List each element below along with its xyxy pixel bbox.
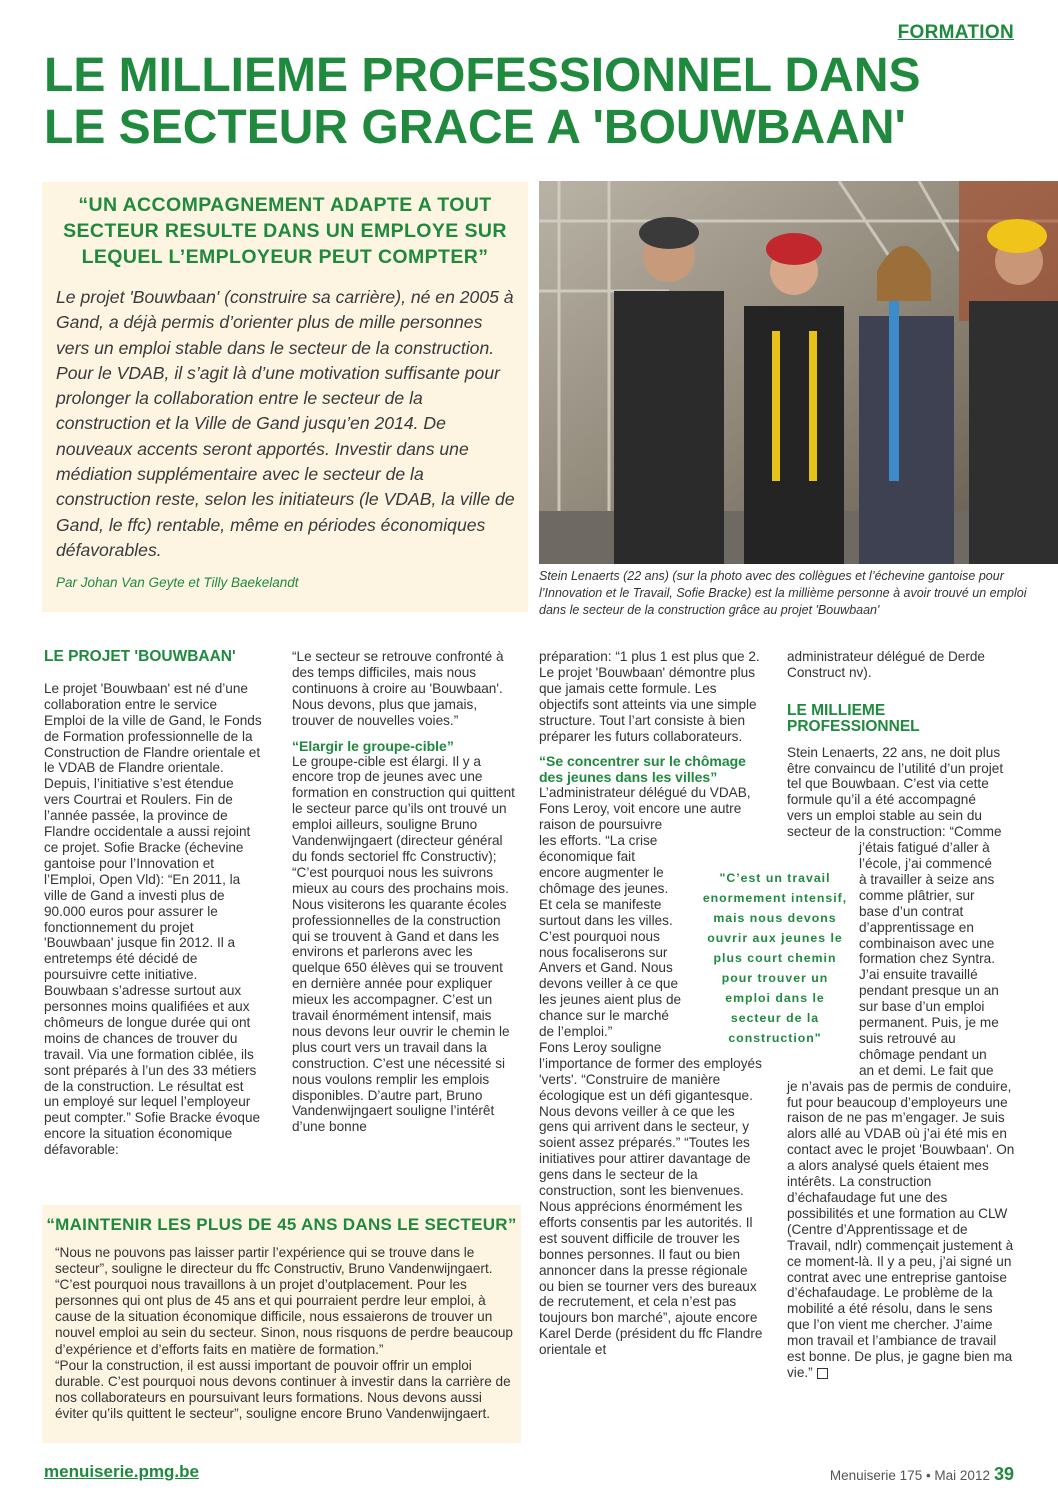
text-line: pendant presque un an	[859, 983, 999, 999]
text-line: combinaison avec une	[859, 935, 995, 951]
col4-paragraph-1: administrateur délégué de Derde Construct nv).	[787, 649, 985, 680]
text-line: secteur de la construction: “Comme	[787, 824, 1002, 840]
text-line: Anvers et Gand. Nous	[539, 960, 673, 976]
text-line: J’ai ensuite travaillé	[859, 967, 978, 983]
text-line: être convaincu de l’utilité d’un projet	[787, 760, 1004, 776]
group-photo	[539, 181, 1058, 564]
text-line: vers un emploi stable au sein du	[787, 808, 982, 824]
text-line: L’administrateur délégué du VDAB,	[539, 785, 751, 801]
footer-issue-text: Menuiserie 175 • Mai 2012	[829, 1468, 990, 1483]
byline: Par Johan Van Geyte et Tilly Baekelandt	[56, 575, 299, 590]
text-line: d’apprentissage en	[859, 919, 974, 935]
text-line: chômage pendant un	[859, 1046, 987, 1062]
col3-paragraph-3: l’importance de former des employés 'verts'. “Construire de manière écologique est un défi gigantesque. Nous devons veiller à ce que les gens qui arrivent dans le secteur, y soient assez préparés.” “Toutes les initiatives pour attirer davantage de gens dans le secteur de la construction, sont les bienvenues. Nous apprécions énormément les efforts consentis par les autorités. Il est souvent difficile de trouver les bonnes personnes. Il faut ou bien annoncer dans la presse régionale ou bien se tourner vers des bureaux de recrutement, et cela n’est pas toujours bon marché”, ajoute encore Karel Derde (président du ffc Flandre orientale et	[539, 1055, 763, 1358]
text-line: surtout dans les villes.	[539, 912, 673, 928]
text-line: chômage des jeunes.	[539, 880, 669, 896]
text-line: j’étais fatigué d’aller à	[859, 840, 990, 856]
sidebar-box-paragraph-1: “Nous ne pouvons pas laisser partir l’expérience qui se trouve dans le secteur”, souligne le directeur du ffc Constructiv, Bruno Vandenwijngaert. “C’est pourquoi nous travaillons à un projet d’outplacement. Pour les personnes qui ont plus de 45 ans et qui pourraient perdre leur emploi, à cause de la situation économique difficile, nous essaierons de trouver un nouvel emploi au sein du secteur. Sinon, nous risquons de perdre beaucoup d’expérience et d’efforts faits en matière de formation.”	[55, 1245, 513, 1357]
text-line: formation chez Syntra.	[859, 951, 995, 967]
text-line: comme plâtrier, sur	[859, 887, 975, 903]
text-line: Fons Leroy, voit encore une autre	[539, 801, 742, 817]
text-line: nous focaliserons sur	[539, 944, 668, 960]
text-line: suis retrouvé au	[859, 1030, 956, 1046]
text-line: permanent. Puis, je me	[859, 1015, 999, 1031]
column-4	[787, 649, 1015, 1381]
text-line: Et cela se manifeste	[539, 896, 662, 912]
text-line: base d’un contrat	[859, 903, 964, 919]
sidebar-box-paragraph-2: “Pour la construction, il est aussi important de pouvoir offrir un emploi durable. C’est pourquoi nous devons continuer à investir dans la carrière de nos collaborateurs en poursuivant leurs formations. Nous devons aussi éviter qu’ils quittent le secteur”, souligne encore Bruno Vandenwijngaert.	[55, 1357, 511, 1421]
headline-line-2: LE SECTEUR GRACE A 'BOUWBAAN'	[44, 101, 906, 154]
col4-heading: LE MILLIEME PROFESSIONNEL	[787, 701, 920, 735]
col4-paragraph-3	[787, 1079, 1015, 1381]
page-number: 39	[993, 1464, 1014, 1484]
text-line: Fons Leroy souligne	[539, 1039, 662, 1055]
col3-subhead: “Se concentrer sur le chômage des jeunes dans les villes”	[539, 753, 746, 786]
headline-line-1: LE MILLIEME PROFESSIONNEL DANS	[44, 49, 921, 102]
col3-paragraph-1: préparation: “1 plus 1 est plus que 2. Le projet 'Bouwbaan' démontre plus que jamais cette formule. Les objectifs sont atteints via une simple structure. Tout l’art consiste à bien préparer les futurs collaborateurs.	[539, 649, 760, 744]
text-line: encore augmenter le	[539, 864, 664, 880]
col2-subhead: “Elargir le groupe-cible”	[292, 737, 454, 754]
text-line: formule qu’il a été accompagné	[787, 792, 976, 808]
intro-text: Le projet 'Bouwbaan' (construire sa carrière), né en 2005 à Gand, a déjà permis d’orienter plus de mille personnes vers un emploi stable dans le secteur de la construction. Pour le VDAB, il s’agit là d’une motivation suffisante pour prolonger la collaboration entre le secteur de la construction et la Ville de Gand jusqu’en 2014. De nouveaux accents seront apportés. Investir dans une médiation supplémentaire avec le secteur de la construction reste, selon les initiateurs (le VDAB, la ville de Gand, le ffc) rentable, même en périodes économiques défavorables.	[56, 287, 515, 560]
footer-site-link[interactable]: menuiserie.pmg.be	[44, 1462, 199, 1481]
col1-text: Le projet 'Bouwbaan' est né d’une collaboration entre le service Emploi de la ville de Gand, le Fonds de Formation professionnelle de la Construction de Flandre orientale et le VDAB de Flandre orientale. Depuis, l’initiative s’est étendue vers Courtrai et Roulers. Fin de l’année passée, la province de Flandre occidentale a aussi rejoint ce projet. Sofie Bracke (échevine gantoise pour l’Innovation et l’Emploi, Open Vld): “En 2011, la ville de Gand a investi plus de 90.000 euros pour assurer le fonctionnement du projet 'Bouwbaan' jusque fin 2012. Il a entretemps été décidé de poursuivre cette initiative. Bouwbaan s’adresse surtout aux personnes moins qualifiées et aux chômeurs de longue durée qui ont moins de chances de trouver du travail. Via une formation ciblée, ils sont préparés à l’un des 33 métiers de la construction. Le résultat est un employé sur lequel l’employeur peut compter.” Sofie Bracke évoque encore la situation économique défavorable:	[44, 680, 262, 1158]
text-line: devons veiller à ce que	[539, 976, 679, 992]
text-line: Stein Lenaerts, 22 ans, ne doit plus	[787, 744, 1001, 760]
text-line: l’école, j’ai commencé	[859, 855, 992, 871]
photo-caption: Stein Lenaerts (22 ans) (sur la photo avec des collègues et l’échevine gantoise pour l’Innovation et le Travail, Sofie Bracke) est la millième personne à avoir trouvé un emploi dans le secteur de la construction grâce au projet 'Bouwbaan'	[539, 569, 1027, 617]
intro-quote: “UN ACCOMPAGNEMENT ADAPTE A TOUT SECTEUR RESULTE DANS UN EMPLOYE SUR LEQUEL L’EMPLOYEUR PEUT COMPTER”	[63, 194, 507, 268]
text-line: sur base d’un emploi	[859, 999, 985, 1015]
col4-paragraph-3-text: je n’avais pas de permis de conduire, fut pour beaucoup d’employeurs une raison de ne pas m’engager. Je suis alors allé au VDAB où j’ai été mis en contact avec le projet 'Bouwbaan'. On a alors analysé quels étaient mes intérêts. La construction d’échafaudage fut une des possibilités et une formation au CLW (Centre d’Apprentissage et de Travail, ndlr) commençait justement à ce moment-là. Il y a peu, j’ai signé un contrat avec une entreprise gantoise d’échafaudage. Le problème de la mobilité a été résolu, dans le sens que l’on vient me chercher. J’aime mon travail et l’ambiance de travail est bonne. De plus, je gagne bien ma vie.”	[787, 1078, 1015, 1380]
sidebar-box-title: “MAINTENIR LES PLUS DE 45 ANS DANS LE SECTEUR”	[46, 1215, 517, 1234]
text-line: de l’emploi.”	[539, 1024, 613, 1040]
sidebar-box-text	[55, 1245, 513, 1422]
text-line: à travailler à seize ans	[859, 871, 995, 887]
text-line: an et demi. Le fait que	[859, 1062, 994, 1078]
section-label: FORMATION	[897, 22, 1014, 43]
end-mark-icon	[817, 1368, 828, 1379]
column-1	[44, 649, 262, 1158]
text-line: chance sur le marché	[539, 1008, 669, 1024]
page-headline	[44, 50, 1024, 154]
text-line: économique fait	[539, 849, 635, 865]
text-line: les efforts. “La crise	[539, 833, 658, 849]
col1-heading: LE PROJET 'BOUWBAAN'	[44, 648, 236, 665]
column-2	[292, 649, 518, 1135]
text-line: les jeunes aient plus de	[539, 992, 682, 1008]
text-line: raison de poursuivre	[539, 817, 663, 833]
col2-paragraph-2: Le groupe-cible est élargi. Il y a encore trop de jeunes avec une formation en construction qui quittent le secteur parce qu’ils ont trouvé un emploi ailleurs, souligne Bruno Vandenwijngaert (directeur général du fonds sectoriel ffc Constructiv); “C’est pourquoi nous les suivrons mieux au cours des prochains mois. Nous visiterons les quarante écoles professionnelles de la construction qui se trouvent à Gand et dans les environs et parlerons avec les quelque 650 élèves qui se trouvent en dernière année pour expliquer mieux les accompagner. C’est un travail énormément intensif, mais nous devons leur ouvrir le chemin le plus court vers un travail dans la construction. C’est une nécessité si nous voulons remplir les emplois disponibles. D’autre part, Bruno Vandenwijngaert souligne l’intérêt d’une bonne	[292, 753, 515, 1135]
text-line: C’est pourquoi nous	[539, 928, 660, 944]
text-line: tel que Bouwbaan. C’est via cette	[787, 776, 989, 792]
col4-paragraph-2	[787, 745, 1015, 1079]
footer-issue	[830, 1464, 1014, 1485]
col2-paragraph-1: “Le secteur se retrouve confronté à des temps difficiles, mais nous continuons à croire au 'Bouwbaan'. Nous devons, plus que jamais, trouver de nouvelles voies.”	[292, 649, 504, 728]
pull-quote: "C’est un travail enormement intensif, mais nous devons ouvrir aux jeunes le plus court chemin pour trouver un emploi dans le secteur de la construction"	[702, 871, 848, 1045]
